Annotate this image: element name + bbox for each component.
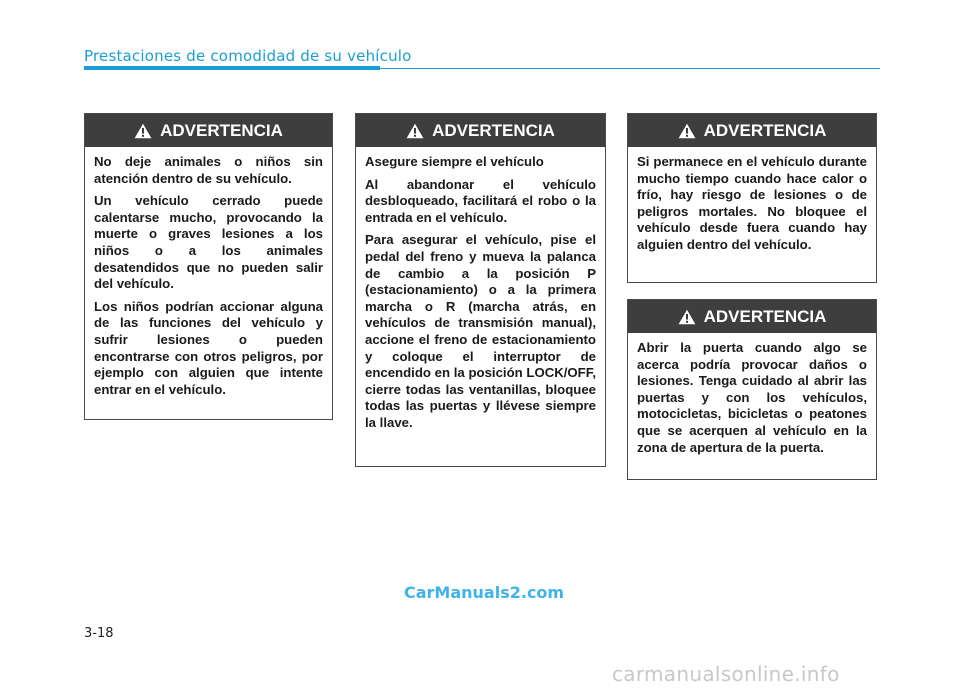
warning-heading: ADVERTENCIA xyxy=(160,120,283,140)
warning-paragraph: Al abandonar el vehículo desbloqueado, facilitará el robo o la entrada en el vehículo. xyxy=(365,176,596,225)
warning-body xyxy=(85,147,332,406)
warning-header xyxy=(356,114,605,147)
title-rule-thin xyxy=(380,68,880,69)
warning-paragraph: Asegure siempre el vehículo xyxy=(365,154,544,169)
warning-paragraph: Si permanece en el vehículo durante mucho tiempo cuando hace calor o frío, hay riesgo de lesiones o de peligros mortales. No bloquee el vehículo desde fuera cuando hay alguien dentro del vehículo. xyxy=(637,154,867,252)
warning-paragraph: No deje animales o niños sin atención dentro de su vehículo. xyxy=(94,154,323,186)
warning-triangle-icon xyxy=(406,123,424,139)
warning-header xyxy=(628,300,876,333)
title-rule-thick xyxy=(84,66,380,70)
warning-paragraph: Para asegurar el vehículo, pise el pedal del freno y mueva la palanca de cambio a la posición P (estacionamiento) o a la primera marcha o R (marcha atrás, en vehículos de transmisión manual), accione el freno de estacionamiento y coloque el interruptor de encendido en la posición LOCK/OFF, cierre todas las ventanillas, bloquee todas las puertas y llévese siempre la llave. xyxy=(365,232,596,430)
warning-paragraph: Los niños podrían accionar alguna de las funciones del vehículo y sufrir lesiones o pueden encontrarse con otros peligros, por ejemplo con alguien que intente entrar en el vehículo. xyxy=(94,298,323,397)
warning-heading: ADVERTENCIA xyxy=(703,306,827,326)
warning-header xyxy=(628,114,876,147)
footer-watermark: carmanualsonline.info xyxy=(612,662,840,686)
warning-paragraph: Un vehículo cerrado puede calentarse mucho, provocando la muerte o graves lesiones a los niños o a los animales desatendidos que no pueden salir del vehículo. xyxy=(94,193,323,292)
warning-body xyxy=(628,147,876,262)
watermark-link[interactable]: CarManuals2.com xyxy=(404,583,565,602)
warning-heading: ADVERTENCIA xyxy=(432,120,555,140)
warning-box-children-animals xyxy=(84,113,333,420)
warning-triangle-icon xyxy=(134,123,152,139)
warning-body xyxy=(356,147,605,440)
page-number: 3-18 xyxy=(84,626,114,641)
section-title: Prestaciones de comodidad de su vehículo xyxy=(84,47,412,65)
warning-box-hot-cold xyxy=(627,113,877,283)
warning-paragraph: Abrir la puerta cuando algo se acerca podría provocar daños o lesiones. Tenga cuidado al abrir las puertas y con los vehículos, motocicletas, bicicletas o peatones que se acerquen al vehículo en la zona de apertura de la puerta. xyxy=(637,340,867,455)
warning-header xyxy=(85,114,332,147)
warning-body xyxy=(628,333,876,464)
warning-box-secure-vehicle xyxy=(355,113,606,467)
warning-triangle-icon xyxy=(678,123,696,139)
warning-box-door-opening xyxy=(627,299,877,480)
warning-triangle-icon xyxy=(678,309,696,325)
warning-heading: ADVERTENCIA xyxy=(703,120,827,140)
